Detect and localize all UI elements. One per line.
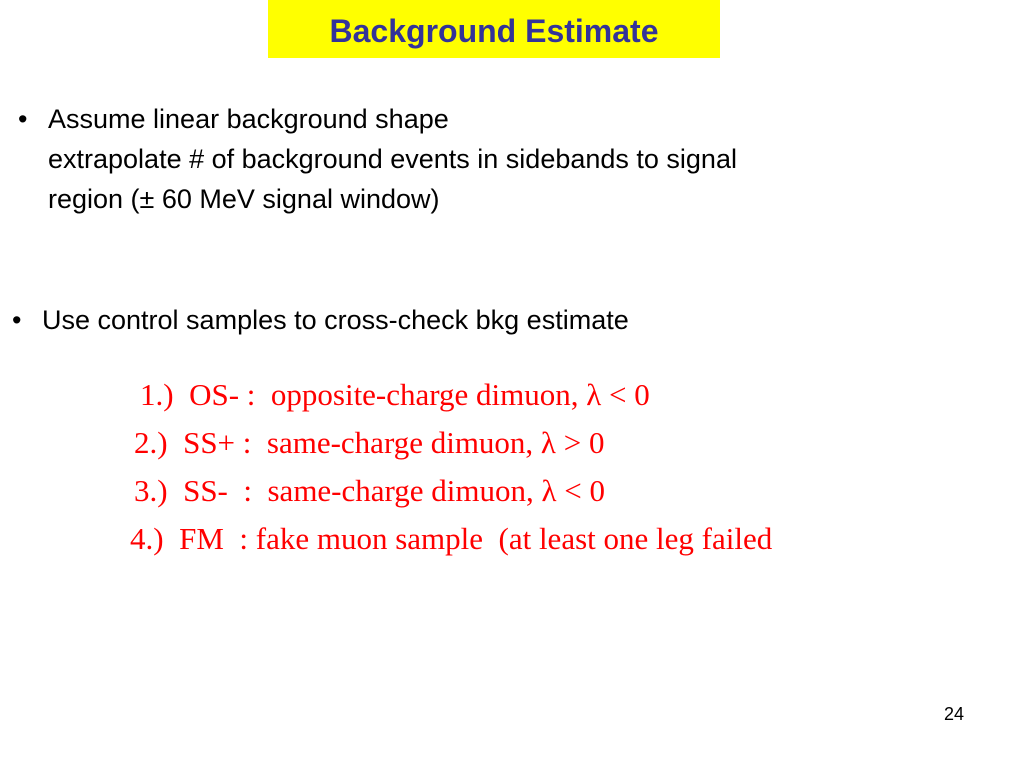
slide-title: Background Estimate: [329, 12, 659, 49]
bullet-line: Use control samples to cross-check bkg estimate: [42, 305, 629, 335]
page-number: 24: [943, 704, 964, 724]
bullet-dot: •: [18, 104, 28, 134]
bullet-line: region (± 60 MeV signal window): [48, 184, 440, 214]
bullet-line: extrapolate # of background events in sidebands to signal: [48, 144, 737, 174]
bullet-dot: •: [12, 305, 22, 335]
list-item: 4.) FM : fake muon sample (at least one leg failed: [130, 521, 773, 556]
list-item: 2.) SS+ : same-charge dimuon, λ > 0: [134, 425, 605, 460]
list-item: 1.) OS- : opposite-charge dimuon, λ < 0: [140, 377, 650, 412]
bullet-line: Assume linear background shape: [48, 104, 449, 134]
list-item: 3.) SS- : same-charge dimuon, λ < 0: [134, 473, 606, 508]
title-banner: [268, 0, 720, 58]
